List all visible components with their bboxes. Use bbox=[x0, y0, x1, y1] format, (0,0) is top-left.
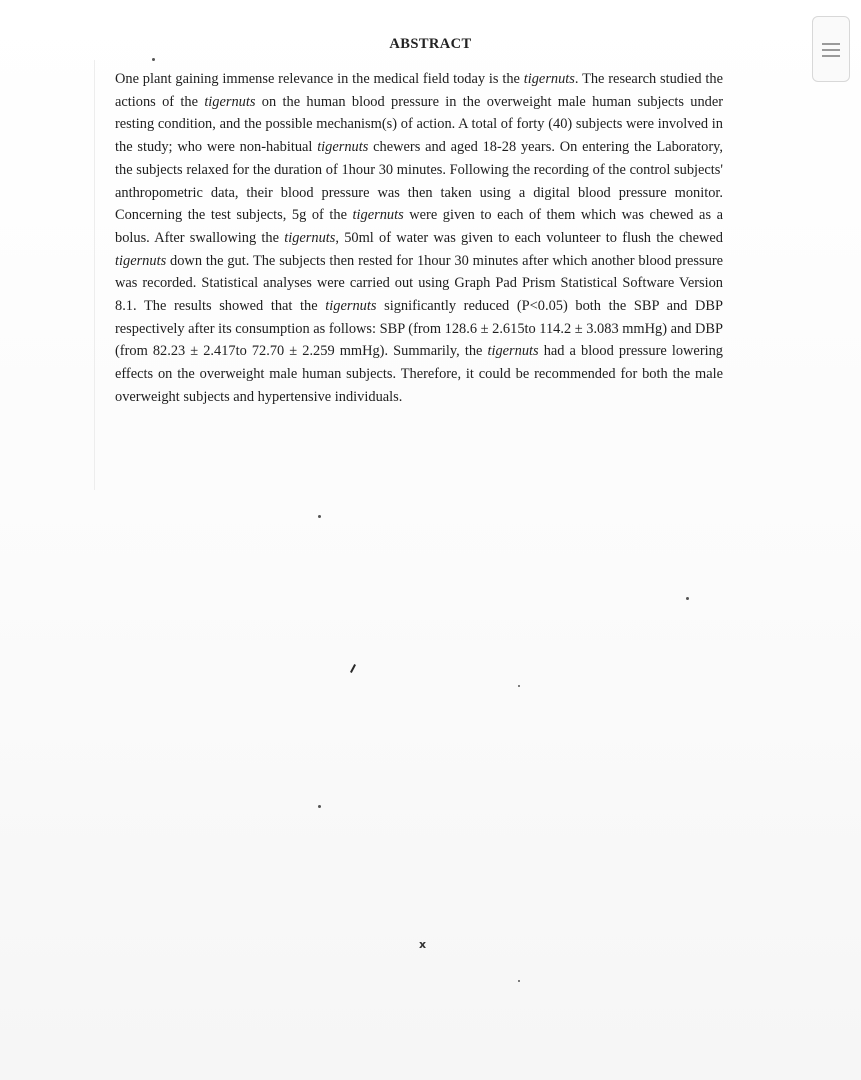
italic-term: tigernuts bbox=[523, 71, 575, 87]
text-run: on the human blood pressure in the overweight male human subjects under resting condition, and the possible mechanism(s) of action. A total of forty (40) subjects were involved in the study; who were non-habitual bbox=[115, 93, 724, 156]
italic-term: tigernuts bbox=[204, 93, 256, 110]
text-run: . The research studied the actions of the bbox=[115, 71, 723, 110]
text-run: One plant gaining immense relevance in the medical field today is the bbox=[115, 71, 524, 87]
italic-term: tigernuts bbox=[115, 252, 167, 269]
scan-speck bbox=[518, 685, 520, 687]
italic-term: tigernuts bbox=[317, 139, 369, 156]
text-run: had a blood pressure lowering effects on the overweight male human subjects. Therefore, it could be recommended for both the male overweight subjects and hypertensive individuals. bbox=[115, 343, 724, 405]
scan-speck bbox=[318, 805, 321, 808]
menu-button[interactable] bbox=[812, 16, 850, 82]
text-run: were given to each of them which was chewed as a bolus. After swallowing the bbox=[115, 207, 723, 246]
text-run: chewers and aged 18-28 years. On entering the Laboratory, the subjects relaxed for the duration of 1hour 30 minutes. Following the recording of the control subjects' anthropometric data, their blood pressure was then taken using a digital blood pressure monitor. Concerning the test subjects, 5g of the bbox=[115, 139, 723, 224]
italic-term: tigernuts bbox=[284, 229, 336, 246]
abstract-heading: ABSTRACT bbox=[389, 36, 472, 52]
abstract-body bbox=[115, 68, 723, 409]
scan-speck bbox=[518, 980, 520, 982]
scan-speck bbox=[318, 515, 321, 518]
text-run: significantly reduced (P<0.05) both the SBP and DBP respectively after its consumption as follows: SBP (from 128.6 ± 2.615to 114.2 ± 3.083 mmHg) and DBP (from 82.23 ± 2.417to 72.70 ± 2.259 mmHg). Summarily, the bbox=[115, 298, 724, 360]
scan-speck bbox=[686, 597, 689, 600]
scan-edge-line bbox=[94, 60, 95, 490]
italic-term: tigernuts bbox=[352, 207, 404, 224]
scan-speck bbox=[152, 58, 155, 61]
text-run: , 50ml of water was given to each volunteer to flush the chewed bbox=[335, 229, 723, 246]
stray-mark: x bbox=[419, 938, 427, 951]
hamburger-menu-icon bbox=[822, 43, 840, 45]
text-run: down the gut. The subjects then rested for 1hour 30 minutes after which another blood pressure was recorded. Statistical analyses were carried out using Graph Pad Prism Statistical Software Version 8.1. The results showed that the bbox=[115, 252, 723, 315]
italic-term: tigernuts bbox=[487, 343, 539, 360]
pen-stroke bbox=[350, 664, 356, 673]
italic-term: tigernuts bbox=[325, 298, 377, 315]
